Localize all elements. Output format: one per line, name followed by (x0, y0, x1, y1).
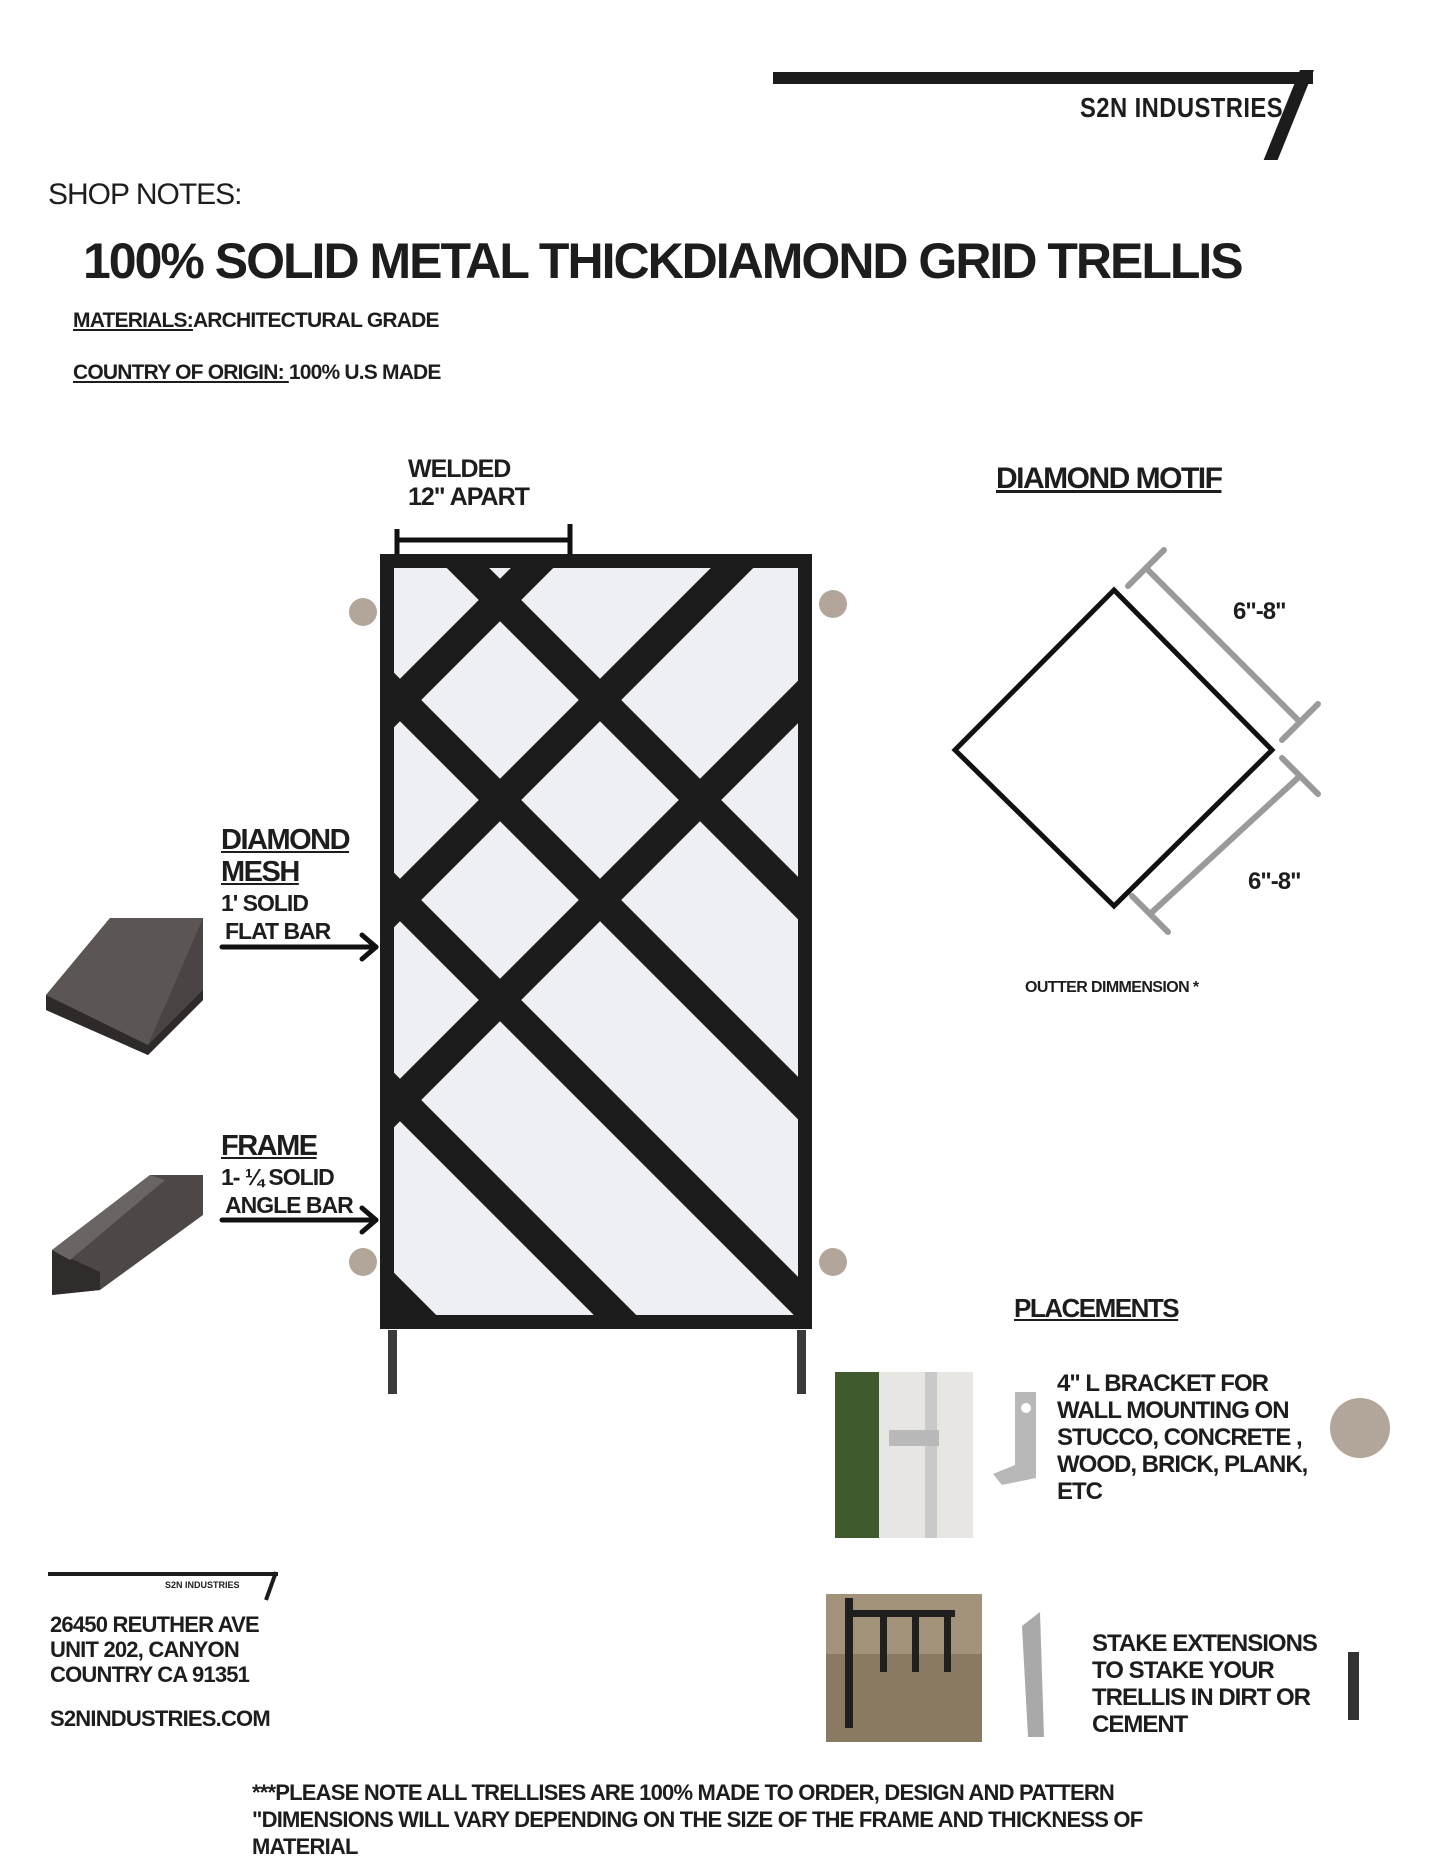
l-bracket-image (993, 1392, 1036, 1485)
footer-brand-bar (48, 1572, 278, 1576)
weld-label-line1: WELDED (408, 455, 511, 483)
mount-dot-br (819, 1248, 847, 1276)
note-line: "DIMENSIONS WILL VARY DEPENDING ON THE SIZE OF THE FRAME AND THICKNESS OF (252, 1807, 1143, 1832)
address-line: COUNTRY CA 91351 (50, 1662, 250, 1687)
origin-label: COUNTRY OF ORIGIN: (73, 361, 289, 384)
motif-dim-top-label: 6"-8" (1233, 598, 1286, 625)
angle-bar-image (52, 1175, 203, 1295)
company-website[interactable]: S2NINDUSTRIES.COM (50, 1706, 270, 1731)
frame-heading: FRAME (221, 1130, 317, 1162)
stake-left (388, 1330, 397, 1394)
weld-label-line2: 12" APART (408, 483, 529, 511)
mesh-heading-line2: MESH (221, 856, 299, 888)
mesh-heading-line1: DIAMOND (221, 824, 350, 856)
footer-brand-name: S2N INDUSTRIES (165, 1580, 240, 1590)
address-line: UNIT 202, CANYON (50, 1637, 239, 1662)
mount-dot-bl (349, 1248, 377, 1276)
frame-detail-line1: 1- ¼ SOLID (221, 1164, 334, 1190)
origin-value: 100% U.S MADE (288, 361, 441, 384)
bracket-line: ETC (1057, 1478, 1102, 1505)
note-line: ***PLEASE NOTE ALL TRELLISES ARE 100% MADE TO ORDER, DESIGN AND PATTERN (252, 1780, 1115, 1805)
materials-label: MATERIALS: (73, 309, 193, 332)
stake-bar-icon (1348, 1652, 1359, 1720)
mount-dot-tl (349, 598, 377, 626)
motif-dim-bottom-label: 6"-8" (1248, 868, 1301, 895)
bracket-line: WALL MOUNTING ON (1057, 1397, 1289, 1424)
page-title: 100% SOLID METAL THICKDIAMOND GRID TRELLIS (83, 233, 1242, 289)
motif-dim-bottom (1132, 758, 1318, 932)
address-line: 26450 REUTHER AVE (50, 1612, 259, 1637)
placements-heading: PLACEMENTS (1014, 1293, 1179, 1323)
bracket-line: 4" L BRACKET FOR (1057, 1370, 1268, 1397)
wall-bracket-photo (835, 1372, 973, 1538)
note-line: MATERIAL (252, 1834, 358, 1859)
bracket-line: STUCCO, CONCRETE , (1057, 1424, 1302, 1451)
mount-dot-placement (1330, 1398, 1390, 1458)
stake-right (797, 1330, 806, 1394)
bracket-description (1057, 1370, 1307, 1505)
stake-line: CEMENT (1092, 1711, 1188, 1738)
mesh-detail (221, 889, 330, 945)
mount-dot-tr (819, 590, 847, 618)
order-note (252, 1779, 1392, 1860)
stake-photo (826, 1594, 982, 1742)
frame-detail-line2: ANGLE BAR (225, 1192, 353, 1218)
stake-extension-image (1022, 1612, 1044, 1737)
motif-note: OUTTER DIMMENSION * (1025, 979, 1199, 996)
mesh-heading (221, 824, 349, 888)
footer-brand-slash (266, 1572, 276, 1600)
flat-bar-image (46, 918, 203, 1055)
stake-line: TO STAKE YOUR (1092, 1657, 1274, 1684)
mesh-detail-line1: 1' SOLID (221, 890, 308, 916)
shop-notes-label: SHOP NOTES: (48, 178, 242, 211)
bracket-line: WOOD, BRICK, PLANK, (1057, 1451, 1308, 1478)
stake-description (1092, 1630, 1317, 1738)
stake-line: STAKE EXTENSIONS (1092, 1630, 1317, 1657)
diamond-motif-shape (955, 590, 1272, 906)
motif-heading: DIAMOND MOTIF (996, 462, 1222, 495)
frame-detail (221, 1163, 353, 1219)
motif-dim-top (1128, 550, 1318, 740)
company-address (50, 1612, 259, 1687)
materials-value: ARCHITECTURAL GRADE (192, 309, 439, 332)
weld-label (408, 455, 529, 511)
stake-line: TRELLIS IN DIRT OR (1092, 1684, 1310, 1711)
mesh-detail-line2: FLAT BAR (225, 918, 331, 944)
brand-name: S2N INDUSTRIES (1080, 92, 1284, 123)
